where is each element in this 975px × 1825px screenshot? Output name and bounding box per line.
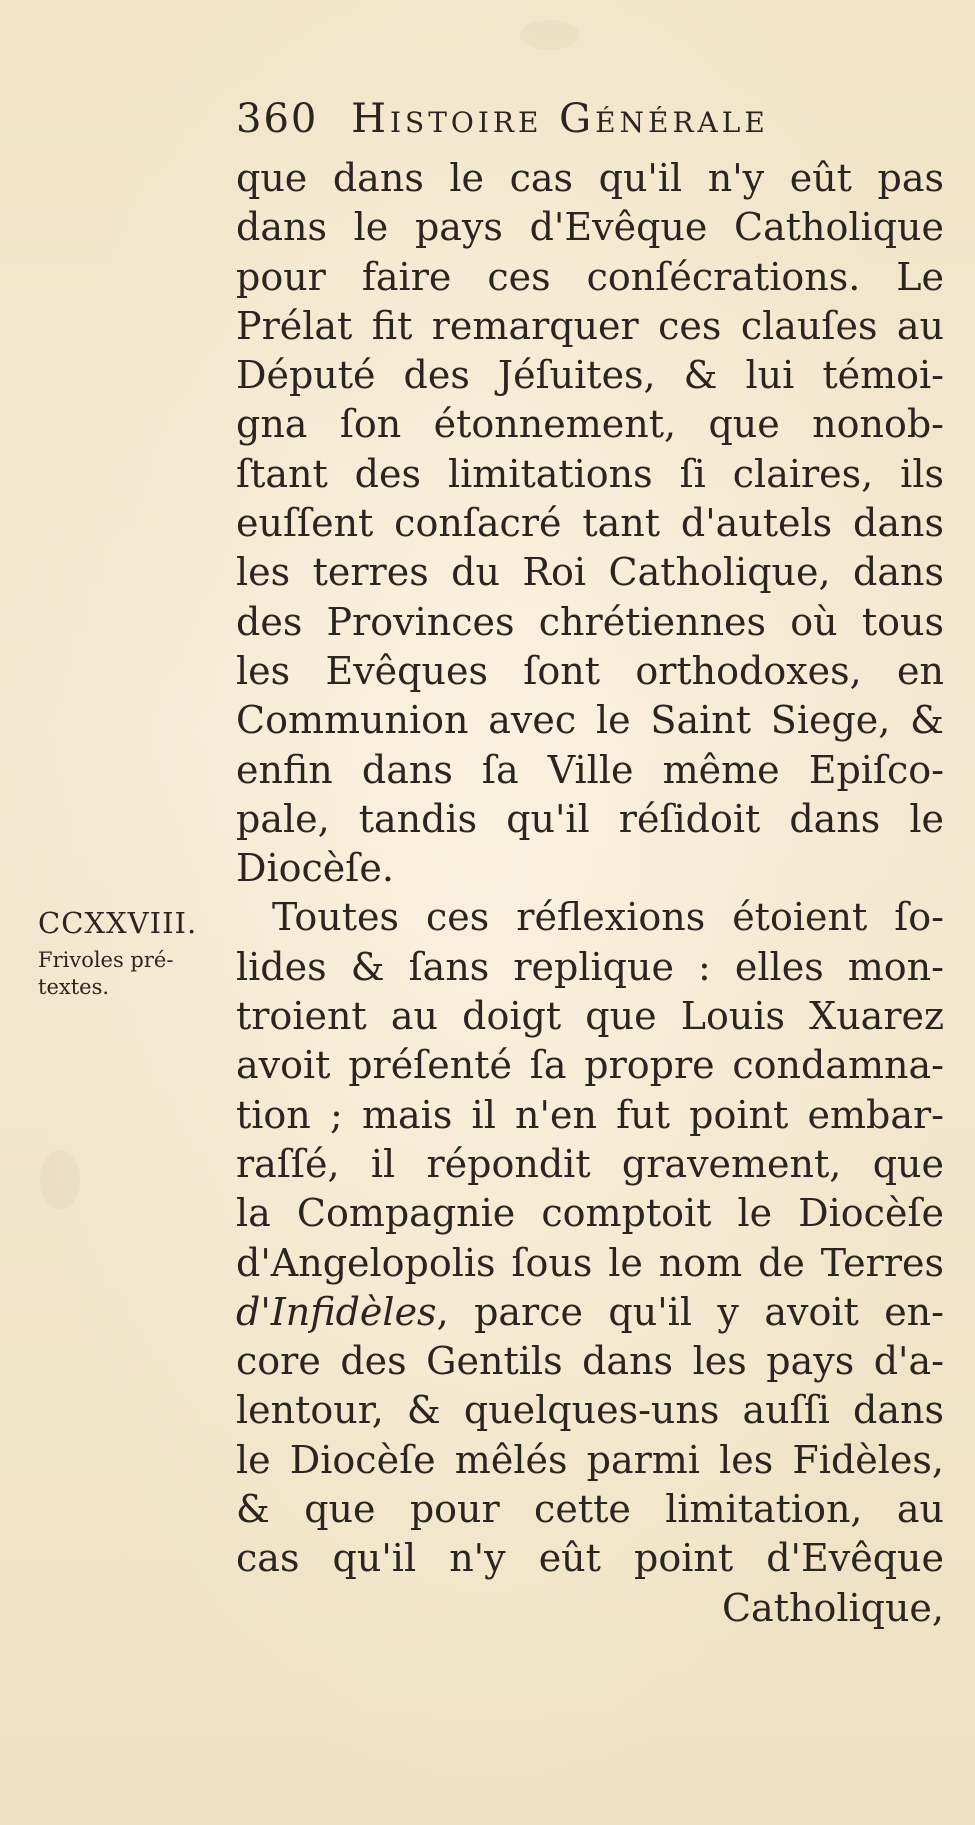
text-line: Diocèſe. [236,846,394,891]
text-line-with-italic [236,1288,944,1337]
text-line: Toutes ces réflexions étoient ſo- [272,895,944,940]
text-line: Prélat fit remarquer ces clauſes au [236,303,944,348]
text-line: dans le pays d'Evêque Catholique [236,205,944,250]
text-line: ſtant des limitations ſi claires, ils [236,451,944,496]
page-number: 360 [236,96,319,142]
text-line: que dans le cas qu'il n'y eût pas [236,156,944,200]
text-line: le Diocèſe mêlés parmi les Fidèles, [236,1437,944,1482]
text-line: troient au doigt que Louis Xuarez [236,994,944,1039]
text-line: pale, tandis qu'il réſidoit dans le [236,796,944,841]
italic-term: d'Infidèles [236,1289,437,1334]
text-line: euſſent conſacré tant d'autels dans [236,501,944,546]
text-line: gna ſon étonnement, que nonob- [236,402,944,447]
text-line: la Compagnie comptoit le Diocèſe [236,1191,944,1236]
text-line: Communion avec le Saint Siege, & [236,698,944,743]
text-line-rest: , parce qu'il y avoit en- [436,1289,944,1334]
text-line: pour faire ces conſécrations. Le [236,254,944,299]
text-line: tion ; mais il n'en fut point embar- [236,1092,944,1137]
text-line: Député des Jéſuites, & lui témoi- [236,353,944,398]
text-line: lides & ſans replique : elles mon- [236,944,944,989]
text-line: d'Angelopolis ſous le nom de Terres [236,1240,944,1285]
text-line: les terres du Roi Catholique, dans [236,550,944,595]
margin-section [38,905,238,1001]
text-line: raſſé, il répondit gravement, que [236,1141,944,1186]
margin-note: Frivoles pré-textes. [38,948,174,999]
text-line: cas qu'il n'y eût point d'Evêque [236,1536,944,1581]
text-line: les Evêques ſont orthodoxes, en [236,648,944,693]
body-text [236,154,944,1633]
paper-stain [40,1150,80,1210]
catchword: Catholique, [721,1585,944,1630]
text-line: core des Gentils dans les pays d'a- [236,1339,944,1384]
text-line: des Provinces chrétiennes où tous [236,599,944,644]
running-title: Histoire Générale [351,96,769,142]
page-header [236,96,936,152]
text-line: & que pour cette limitation, au [236,1487,944,1532]
text-line: avoit préſenté ſa propre condamna- [236,1043,944,1088]
section-number: CCXXVIII. [38,906,198,940]
text-line: lentour, & quelques-uns auſſi dans [236,1388,944,1433]
paper-stain [520,20,580,50]
text-line: enfin dans ſa Ville même Epiſco- [236,747,944,792]
